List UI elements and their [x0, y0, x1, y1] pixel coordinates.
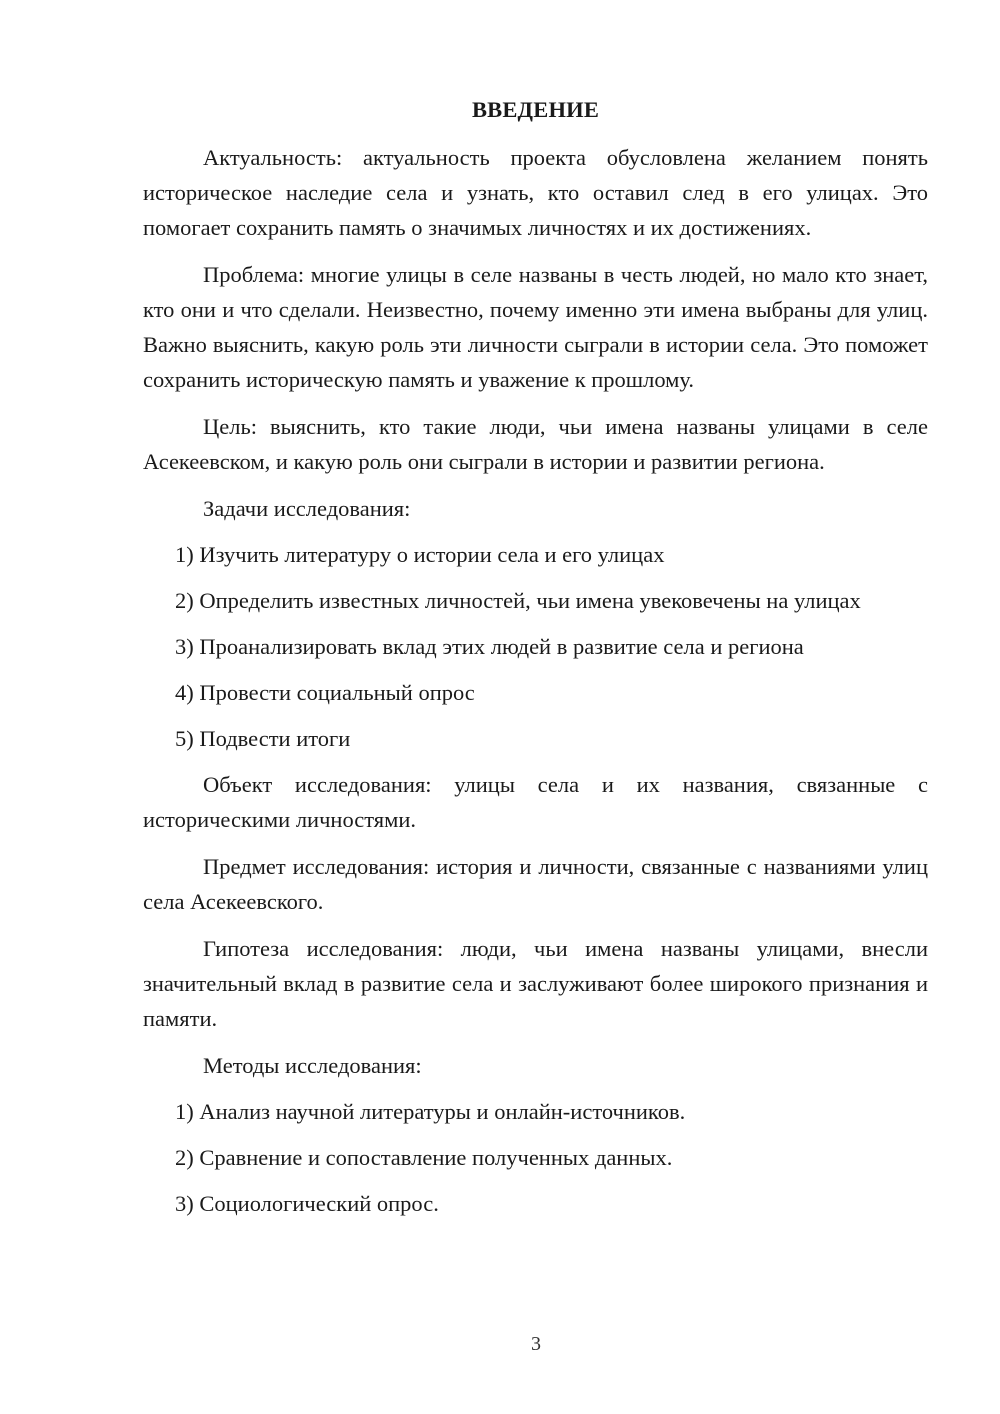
page-number: 3: [531, 1333, 541, 1355]
section-title: ВВЕДЕНИЕ: [471, 97, 600, 122]
subject-paragraph: Предмет исследования: история и личности, связанные с названиями улиц села Асекеевского.: [143, 854, 928, 914]
tasks-heading: Задачи исследования:: [203, 496, 411, 521]
problem-paragraph: Проблема: многие улицы в селе названы в честь людей, но мало кто знает, кто они и что сделали. Неизвестно, почему именно эти имена выбраны для улиц. Важно выяснить, какую роль эти личности сыграли в истории села. Это поможет сохранить историческую память и уважение к прошлому.: [143, 262, 928, 392]
hypothesis-paragraph: Гипотеза исследования: люди, чьи имена названы улицами, внесли значительный вклад в развитие села и заслуживают более широкого признания и памяти.: [143, 936, 928, 1031]
goal-paragraph: Цель: выяснить, кто такие люди, чьи имена названы улицами в селе Асекеевском, и какую роль они сыграли в истории и развитии региона.: [143, 414, 928, 474]
method-item: 1) Анализ научной литературы и онлайн-источников.: [175, 1099, 686, 1124]
task-item: 1) Изучить литературу о истории села и его улицах: [175, 542, 665, 567]
method-item: 3) Социологический опрос.: [175, 1191, 439, 1216]
object-paragraph: Объект исследования: улицы села и их названия, связанные с историческими личностями.: [143, 772, 928, 832]
relevance-paragraph: Актуальность: актуальность проекта обусловлена желанием понять историческое наследие села и узнать, кто оставил след в его улицах. Это помогает сохранить память о значимых личностях и их достижениях.: [143, 145, 928, 240]
method-item: 2) Сравнение и сопоставление полученных данных.: [175, 1145, 673, 1170]
task-item: 5) Подвести итоги: [175, 726, 351, 751]
task-item: 2) Определить известных личностей, чьи имена увековечены на улицах: [175, 588, 861, 613]
task-item: 3) Проанализировать вклад этих людей в развитие села и региона: [175, 634, 804, 659]
methods-heading: Методы исследования:: [203, 1053, 422, 1078]
task-item: 4) Провести социальный опрос: [175, 680, 475, 705]
document-page: [143, 92, 928, 1232]
